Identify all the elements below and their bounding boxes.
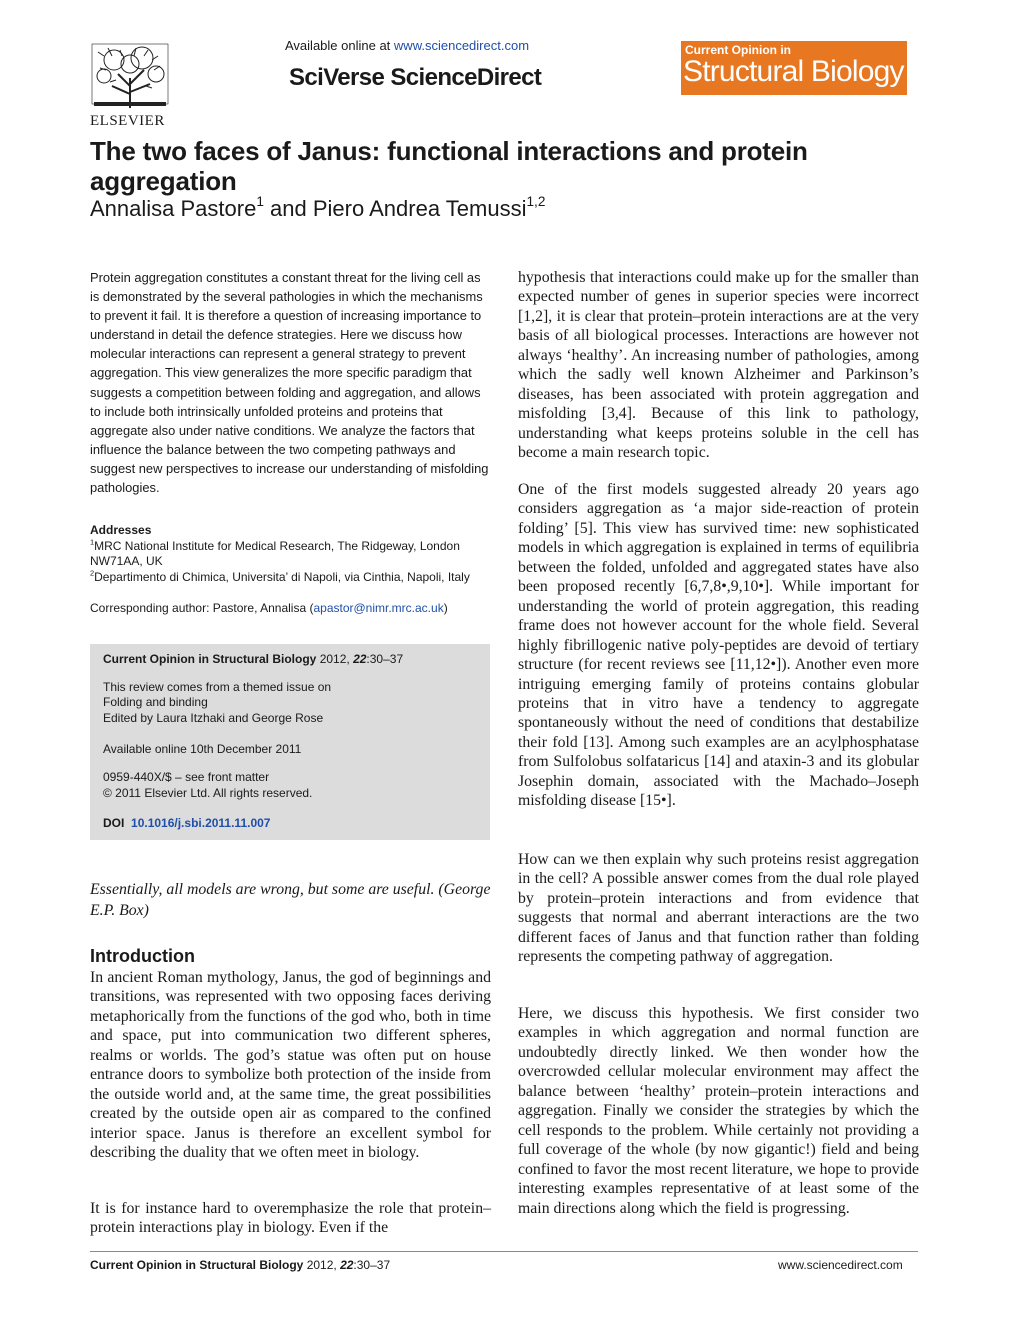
article-title: The two faces of Janus: functional interactions and protein aggregation bbox=[90, 136, 808, 196]
body-paragraph: hypothesis that interactions could make up for the smaller than expected number of genes in superior species were incorrect [1,2], it is clear that protein–protein interactions are at the very basis of all biological processes. Interactions are however not always ‘healthy’. An increasing number of pathologies, among which the sadly well known Alzheimer and Parkinson’s diseases, has been associated with protein aggregation and misfolding [3,4]. Because of this link to pathology, understanding what keeps proteins soluble in the cell has become a main research topic. bbox=[518, 269, 919, 462]
address-1-number: 1 bbox=[90, 537, 95, 547]
epigraph-quote: Essentially, all models are wrong, but some are useful. bbox=[90, 881, 435, 898]
address-2 bbox=[90, 570, 492, 586]
article-info-box bbox=[90, 644, 490, 840]
address-2-text: Departimento di Chimica, Universita’ di Napoli, via Cinthia, Napoli, Italy bbox=[94, 569, 470, 584]
infobox-doi bbox=[103, 816, 270, 832]
infobox-citation bbox=[103, 652, 403, 668]
footer-journal: Current Opinion in Structural Biology bbox=[90, 1258, 304, 1272]
epigraph bbox=[90, 880, 492, 921]
journal-badge bbox=[681, 41, 907, 95]
infobox-theme: Folding and binding bbox=[103, 695, 208, 709]
sciencedirect-link[interactable]: www.sciencedirect.com bbox=[393, 38, 530, 53]
journal-badge-top: Current Opinion in bbox=[685, 43, 791, 57]
body-paragraph: In ancient Roman mythology, Janus, the god of beginnings and transitions, was represented with two opposing faces deriving metaphorically from the functions of the god who, both in time and space, put into communication two different spheres, realms or worlds. The god’s statue was often put on house entrance doors to symbolize both protection of the inside from the outside world and, at the same time, the great possibilities created by the outside open air as compared to the confined interior space. Janus is therefore an excellent symbol for describing the duality that we often meet in biology. bbox=[90, 969, 491, 1162]
introduction-heading: Introduction bbox=[90, 946, 195, 966]
author-line bbox=[90, 193, 546, 222]
infobox-doi-label: DOI bbox=[103, 816, 125, 830]
infobox-issn: 0959-440X/$ – see front matter bbox=[103, 770, 270, 784]
elsevier-tree-logo-icon bbox=[90, 42, 170, 112]
footer-volume: 22 bbox=[340, 1258, 354, 1272]
body-paragraph: How can we then explain why such proteins resist aggregation in the cell? A possible answer comes from the dual role played by protein–protein interactions and from evidence that suggests that normal and aberrant interactions are the two different faces of Janus and that function rather than folding represents the competing pathway of aggregation. bbox=[518, 851, 919, 966]
infobox-edited: Edited by Laura Itzhaki and George Rose bbox=[103, 711, 324, 725]
journal-badge-main: Structural Biology bbox=[683, 55, 904, 88]
address-1 bbox=[90, 539, 492, 570]
available-online-prefix: Available online at bbox=[285, 38, 391, 53]
infobox-themed-line: This review comes from a themed issue on bbox=[103, 680, 332, 694]
infobox-year: 2012, bbox=[319, 652, 350, 666]
corresponding-prefix: Corresponding author: Pastore, Annalisa ( bbox=[90, 601, 314, 615]
infobox-pages: :30–37 bbox=[366, 652, 404, 666]
infobox-available: Available online 10th December 2011 bbox=[103, 742, 302, 756]
sciverse-brand: SciVerse ScienceDirect bbox=[289, 64, 542, 91]
infobox-journal: Current Opinion in Structural Biology bbox=[103, 652, 317, 666]
abstract: Protein aggregation constitutes a constant threat for the living cell as is demonstrated by the several pathologies in which the mechanisms to prevent it fail. It is therefore a question of increasing importance to understand in detail the defence strategies. Here we discuss how molecular interactions can represent a general strategy to prevent aggregation. This view generalizes the more specific paradigm that suggests a competition between folding and aggregation, and allows to include both intrinsically unfolded proteins and proteins that aggregate also under native conditions. We analyze the factors that influence the balance between the two competing pathways and suggest new perspectives to increase our understanding of misfolding pathologies. bbox=[90, 270, 489, 496]
doi-link[interactable]: 10.1016/j.sbi.2011.11.007 bbox=[131, 816, 271, 830]
addresses-heading: Addresses bbox=[90, 523, 152, 537]
available-online-line bbox=[285, 38, 529, 53]
address-1-text: MRC National Institute for Medical Research, The Ridgeway, London NW71AA, UK bbox=[90, 538, 460, 569]
corresponding-email-link[interactable]: apastor@nimr.mrc.ac.uk bbox=[313, 601, 444, 615]
author-2-affiliation: 1,2 bbox=[526, 193, 546, 209]
footer-citation bbox=[90, 1258, 390, 1272]
footer-url: www.sciencedirect.com bbox=[778, 1258, 903, 1272]
infobox-copyright: © 2011 Elsevier Ltd. All rights reserved. bbox=[103, 786, 313, 800]
author-2: Piero Andrea Temussi bbox=[312, 196, 527, 221]
footer-pages: :30–37 bbox=[353, 1258, 391, 1272]
epigraph-attribution: (George E.P. Box) bbox=[90, 881, 491, 919]
corresponding-suffix: ) bbox=[443, 601, 448, 615]
author-and: and bbox=[270, 196, 307, 221]
footer-rule bbox=[90, 1251, 918, 1252]
infobox-volume: 22 bbox=[353, 652, 367, 666]
corresponding-author bbox=[90, 601, 492, 615]
footer-year: 2012, bbox=[306, 1258, 337, 1272]
body-paragraph: Here, we discuss this hypothesis. We first consider two examples in which aggregation and normal function are undoubtedly directly linked. We then wonder how the overcrowded cellular molecular environment may affect the balance between ‘healthy’ protein–protein interactions and aggregation. Finally we consider the strategies by which the cell responds to the problem. While certainly not providing a full coverage of the whole (by now gigantic!) field and being confined to favor the most recent literature, we hope to provide interesting examples representative of at least some of the main directions along which the field is progressing. bbox=[518, 1005, 919, 1217]
addresses bbox=[90, 523, 492, 585]
author-1-affiliation: 1 bbox=[256, 193, 264, 209]
author-1: Annalisa Pastore bbox=[90, 196, 257, 221]
publisher-logo-text: ELSEVIER bbox=[90, 113, 165, 129]
body-paragraph: One of the first models suggested already 20 years ago considers aggregation as ‘a major side-reaction of protein folding’ [5]. This view has survived time: new sophisticated models in which aggregation is explained in terms of equilibria between the folded, unfolded and aggregated states have also been proposed recently [6,7,8•,9,10•]. While important for understanding the world of protein aggregation, this reading frame does not however account for the whole field. Several highly fibrillogenic native poly-peptides are devoid of tertiary structure (for recent reviews see [11,12•]). Another even more intriguing emerging family of proteins contains globular proteins that in vitro have a tendency to aggregate spontaneously without the need of conditions that destabilize their fold [13]. Among such examples are an acylphosphatase from Sulfolobus solfataricus [14] and ataxin-3 and its globular Josephin domain, associated with the Machado–Joseph misfolding disease [15•]. bbox=[518, 481, 919, 810]
address-2-number: 2 bbox=[90, 568, 95, 578]
body-paragraph: It is for instance hard to overemphasize the role that protein–protein interactions play in biology. Even if the bbox=[90, 1200, 491, 1237]
